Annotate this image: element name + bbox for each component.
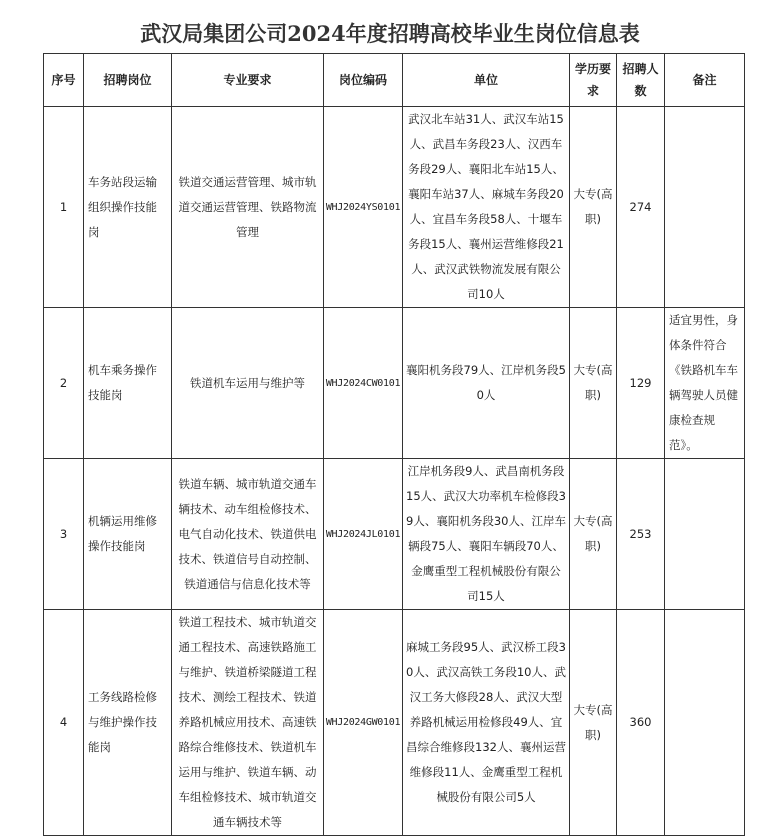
row-unit: 麻城工务段95人、武汉桥工段30人、武汉高铁工务段10人、武汉工务大修段28人、武汉大型养路机械运用检修段49人、宜昌综合维修段132人、襄州运营维修段11人、金鹰重型工程机械股份有限公司5人 bbox=[403, 610, 570, 836]
page-title: 武汉局集团公司2024年度招聘高校毕业生岗位信息表 bbox=[140, 21, 640, 46]
table-row bbox=[44, 308, 745, 459]
row-major: 铁道机车运用与维护等 bbox=[172, 308, 324, 459]
row-education: 大专(高职) bbox=[570, 459, 617, 610]
header-code: 岗位编码 bbox=[324, 54, 403, 107]
row-position: 机车乘务操作技能岗 bbox=[84, 308, 172, 459]
row-code: WHJ2024GW0101 bbox=[324, 610, 403, 836]
row-major: 铁道车辆、城市轨道交通车辆技术、动车组检修技术、电气自动化技术、铁道供电技术、铁道信号自动控制、铁道通信与信息化技术等 bbox=[172, 459, 324, 610]
row-major: 铁道交通运营管理、城市轨道交通运营管理、铁路物流管理 bbox=[172, 107, 324, 308]
header-count: 招聘人数 bbox=[617, 54, 665, 107]
row-position: 机辆运用维修操作技能岗 bbox=[84, 459, 172, 610]
row-count: 129 bbox=[617, 308, 665, 459]
row-remark bbox=[665, 107, 745, 308]
header-remark: 备注 bbox=[665, 54, 745, 107]
row-code: WHJ2024JL0101 bbox=[324, 459, 403, 610]
header-no: 序号 bbox=[44, 54, 84, 107]
table-row bbox=[44, 459, 745, 610]
header-unit: 单位 bbox=[403, 54, 570, 107]
recruitment-table bbox=[43, 53, 745, 836]
row-education: 大专(高职) bbox=[570, 610, 617, 836]
row-count: 360 bbox=[617, 610, 665, 836]
row-unit: 襄阳机务段79人、江岸机务段50人 bbox=[403, 308, 570, 459]
row-no: 2 bbox=[44, 308, 84, 459]
row-count: 253 bbox=[617, 459, 665, 610]
row-position: 车务站段运输组织操作技能岗 bbox=[84, 107, 172, 308]
row-unit: 江岸机务段9人、武昌南机务段15人、武汉大功率机车检修段39人、襄阳机务段30人、江岸车辆段75人、襄阳车辆段70人、金鹰重型工程机械股份有限公司15人 bbox=[403, 459, 570, 610]
header-position: 招聘岗位 bbox=[84, 54, 172, 107]
row-remark bbox=[665, 610, 745, 836]
row-code: WHJ2024YS0101 bbox=[324, 107, 403, 308]
row-position: 工务线路检修与维护操作技能岗 bbox=[84, 610, 172, 836]
row-no: 4 bbox=[44, 610, 84, 836]
row-education: 大专(高职) bbox=[570, 107, 617, 308]
row-no: 3 bbox=[44, 459, 84, 610]
table-header-row bbox=[44, 54, 745, 107]
row-education: 大专(高职) bbox=[570, 308, 617, 459]
row-count: 274 bbox=[617, 107, 665, 308]
row-no: 1 bbox=[44, 107, 84, 308]
header-major: 专业要求 bbox=[172, 54, 324, 107]
row-unit: 武汉北车站31人、武汉车站15人、武昌车务段23人、汉西车务段29人、襄阳北车站15人、襄阳车站37人、麻城车务段20人、宜昌车务段58人、十堰车务段15人、襄州运营维修段21人、武汉武铁物流发展有限公司10人 bbox=[403, 107, 570, 308]
table-row bbox=[44, 610, 745, 836]
row-code: WHJ2024CW0101 bbox=[324, 308, 403, 459]
table-row bbox=[44, 107, 745, 308]
row-major: 铁道工程技术、城市轨道交通工程技术、高速铁路施工与维护、铁道桥梁隧道工程技术、测绘工程技术、铁道养路机械应用技术、高速铁路综合维修技术、铁道机车运用与维护、铁道车辆、动车组检修技术、城市轨道交通车辆技术等 bbox=[172, 610, 324, 836]
row-remark bbox=[665, 459, 745, 610]
header-education: 学历要求 bbox=[570, 54, 617, 107]
row-remark: 适宜男性，身体条件符合《铁路机车车辆驾驶人员健康检查规范》。 bbox=[665, 308, 745, 459]
